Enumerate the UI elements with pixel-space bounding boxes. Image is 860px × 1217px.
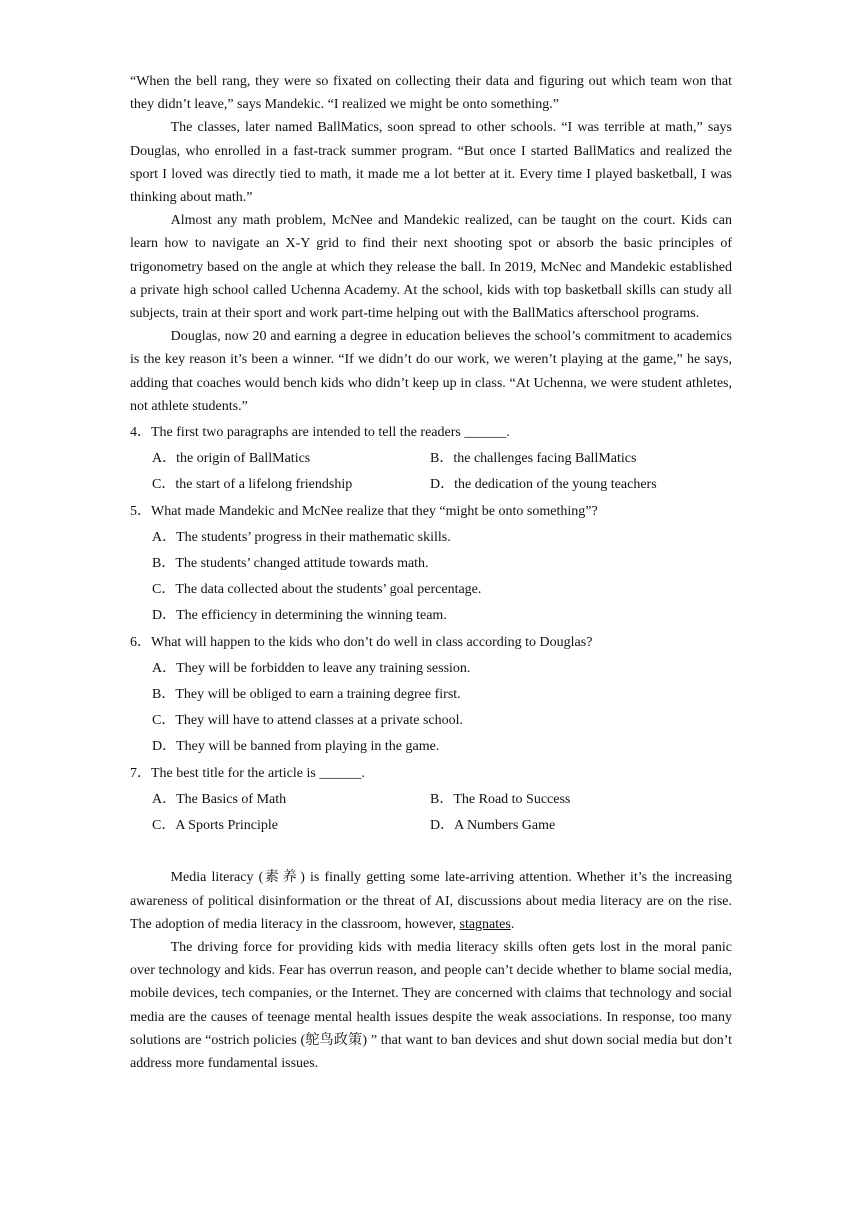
option-a[interactable]: A．the origin of BallMatics xyxy=(152,451,311,467)
option-d[interactable]: D．A Numbers Game xyxy=(430,818,556,834)
document-page xyxy=(130,70,732,1075)
passage2-paragraph-2: The driving force for providing kids with media literacy skills often gets lost in the moral panic over technology and kids. Fear has overrun reason, and people can’t decide whether to blame social media, mobile devices, tech companies, or the Internet. They are concerned with claims that technology and social media are the causes of teenage mental health issues despite the weak associations. In response, too many solutions are “ostrich policies (鸵鸟政策) ” that want to ban devices and shut down social media but don’t address more fundamental issues. xyxy=(130,939,732,1071)
option-b[interactable]: B．They will be obliged to earn a training degree first. xyxy=(152,687,461,703)
question-stem: 7．The best title for the article is ______. xyxy=(130,765,365,781)
option-b[interactable]: B．The students’ changed attitude towards math. xyxy=(152,556,429,572)
question-stem: 4．The first two paragraphs are intended to tell the readers ______. xyxy=(130,425,510,441)
question-7 xyxy=(130,762,732,838)
option-a[interactable]: A．They will be forbidden to leave any training session. xyxy=(152,660,471,676)
option-c[interactable]: C．the start of a lifelong friendship xyxy=(152,477,353,493)
question-4 xyxy=(130,421,732,497)
option-b[interactable]: B．the challenges facing BallMatics xyxy=(430,451,637,467)
passage1-paragraph-3: Almost any math problem, McNee and Mandekic realized, can be taught on the court. Kids can learn how to navigate an X-Y grid to find their next shooting spot or absorb the basic principles of trigonometry based on the angle at which they release the ball. In 2019, McNec and Mandekic established a private high school called Uchenna Academy. At the school, kids with top basketball skills can study all subjects, train at their sport and work part-time helping out with the BallMatics afterschool programs. xyxy=(130,213,732,322)
option-b[interactable]: B．The Road to Success xyxy=(430,791,571,807)
option-a[interactable]: A．The students’ progress in their mathematic skills. xyxy=(152,529,451,545)
option-c[interactable]: C．The data collected about the students’ goal percentage. xyxy=(152,582,482,598)
chinese-gloss: 素养 xyxy=(263,870,301,886)
passage1-paragraph-1: “When the bell rang, they were so fixated on collecting their data and figuring out which team won that they didn’t leave,” says Mandekic. “I realized we might be onto something.” xyxy=(130,74,732,113)
option-d[interactable]: D．They will be banned from playing in the game. xyxy=(152,739,440,755)
passage1-paragraph-2: The classes, later named BallMatics, soon spread to other schools. “I was terrible at math,” says Douglas, who enrolled in a fast-track summer program. “But once I started BallMatics and realized the sport I loved was directly tied to math, it made me a lot better at it. Every time I played basketball, I was thinking about math.” xyxy=(130,120,732,206)
section-spacer xyxy=(130,840,732,866)
question-stem: 6．What will happen to the kids who don’t do well in class according to Douglas? xyxy=(130,634,593,650)
passage1-paragraph-4: Douglas, now 20 and earning a degree in education believes the school’s commitment to academics is the key reason it’s been a winner. “If we didn’t do our work, we weren’t playing at the game,” he says, adding that coaches would bench kids who didn’t keep up in class. “At Uchenna, we were student athletes, not athlete students.” xyxy=(130,329,732,414)
option-c[interactable]: C．They will have to attend classes at a private school. xyxy=(152,713,464,729)
option-d[interactable]: D．The efficiency in determining the winning team. xyxy=(152,608,447,624)
question-6 xyxy=(130,631,732,759)
option-c[interactable]: C．A Sports Principle xyxy=(152,818,279,834)
question-5 xyxy=(130,500,732,628)
passage2-paragraph-1: Media literacy (素养) is finally getting some late-arriving attention. Whether it’s the increasing awareness of political disinformation or the threat of AI, discussions about media literacy are on the rise. The adoption of media literacy in the classroom, however, stagnates. xyxy=(130,870,732,932)
option-d[interactable]: D．the dedication of the young teachers xyxy=(430,477,657,493)
question-stem: 5．What made Mandekic and McNee realize that they “might be onto something”? xyxy=(130,503,598,519)
option-a[interactable]: A．The Basics of Math xyxy=(152,791,287,807)
underlined-word: stagnates xyxy=(459,916,511,932)
